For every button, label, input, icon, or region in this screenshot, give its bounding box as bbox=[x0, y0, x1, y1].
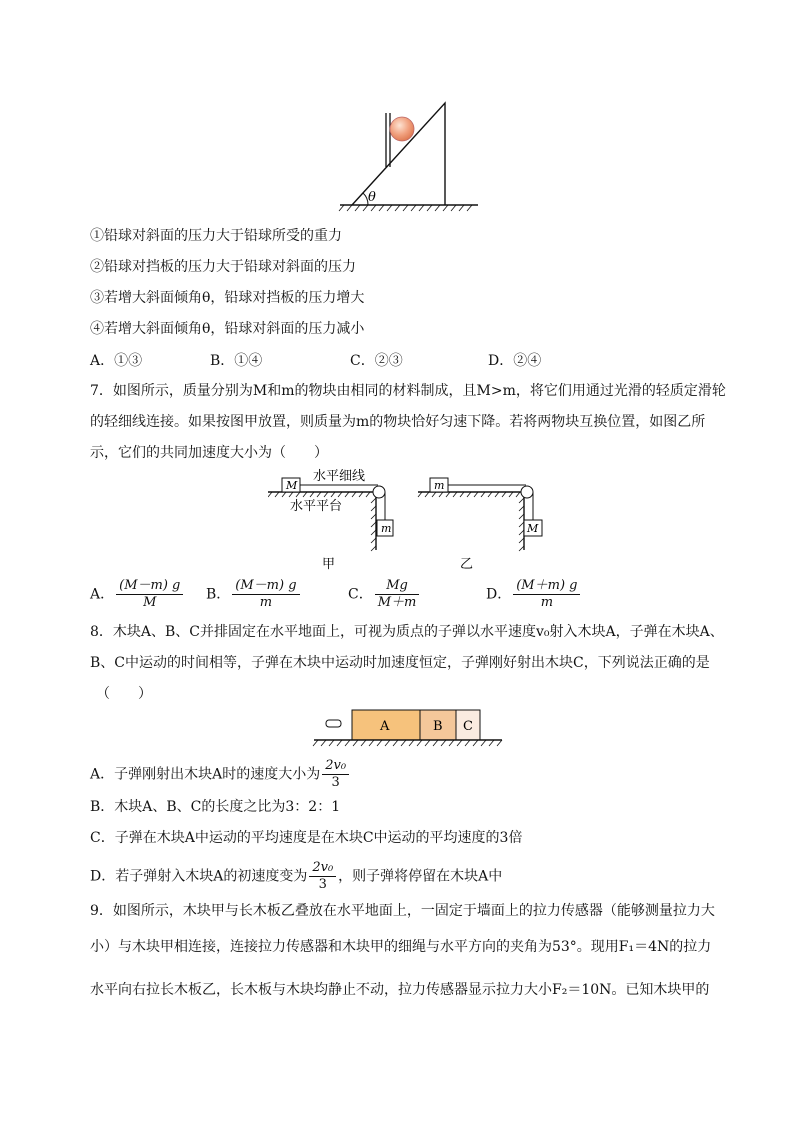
q8-option-c[interactable]: C．子弹在木块A中运动的平均速度是在木块C中运动的平均速度的3倍 bbox=[90, 830, 523, 846]
baffle bbox=[386, 113, 390, 167]
q6-statement-2: ②铅球对挡板的压力大于铅球对斜面的压力 bbox=[90, 259, 356, 275]
q7-option-c[interactable] bbox=[348, 578, 421, 611]
q7-option-b-fraction bbox=[232, 578, 299, 611]
yi-block-M-label: M bbox=[527, 522, 539, 535]
q7-option-d-den: m bbox=[540, 595, 554, 610]
block-a-label: A bbox=[380, 719, 390, 734]
q8-text-line-3: （ ） bbox=[96, 686, 152, 702]
q8-option-a[interactable] bbox=[90, 758, 351, 791]
q8-option-d-den: 3 bbox=[318, 877, 327, 892]
q7-option-a-num: (M－m) g bbox=[116, 578, 183, 595]
yi-block-m-label: m bbox=[434, 479, 445, 492]
q6-option-c[interactable]: C．②③ bbox=[350, 353, 403, 369]
pulley-figure bbox=[268, 468, 558, 576]
q8-option-a-num: 2v₀ bbox=[322, 758, 349, 775]
q8-option-a-den: 3 bbox=[331, 775, 340, 790]
q7-option-c-den: M＋m bbox=[377, 595, 417, 610]
lead-ball bbox=[390, 117, 414, 141]
q7-option-d-fraction bbox=[513, 578, 580, 611]
q7-option-a-den: M bbox=[143, 595, 157, 610]
q8-option-a-fraction bbox=[322, 758, 349, 791]
q7-option-b-num: (M－m) g bbox=[232, 578, 299, 595]
q7-text-line-3: 示，它们的共同加速度大小为（ ） bbox=[90, 445, 328, 461]
q7-option-d-num: (M＋m) g bbox=[513, 578, 580, 595]
q8-text-line-1: 8．木块A、B、C并排固定在水平地面上，可视为质点的子弹以水平速度v₀射入木块A，子弹在木块A、 bbox=[90, 624, 724, 640]
q7-text-line-2: 的轻细线连接。如果按图甲放置，则质量为m的物块恰好匀速下降。若将两物块互换位置，如图乙所 bbox=[90, 414, 706, 430]
q7-option-d-letter: D． bbox=[486, 586, 512, 603]
q7-option-a-fraction bbox=[116, 578, 183, 611]
q8-option-d-num: 2v₀ bbox=[309, 860, 336, 877]
q8-option-d-text: D．若子弹射入木块A的初速度变为 bbox=[90, 868, 308, 885]
caption-yi: 乙 bbox=[460, 557, 474, 572]
caption-jia: 甲 bbox=[322, 557, 336, 572]
q6-statement-1: ①铅球对斜面的压力大于铅球所受的重力 bbox=[90, 228, 342, 244]
q6-option-b[interactable]: B．①④ bbox=[210, 353, 263, 369]
q6-option-d[interactable]: D．②④ bbox=[488, 353, 542, 369]
q7-option-c-fraction bbox=[375, 578, 420, 611]
wood-blocks-figure bbox=[312, 708, 506, 750]
figure-jia bbox=[268, 468, 393, 572]
q8-text-line-2: B、C中运动的时间相等，子弹在木块中运动时加速度恒定，子弹刚好射出木块C，下列说法正确的是 bbox=[90, 655, 710, 671]
label-horizontal-string: 水平细线 bbox=[313, 469, 366, 484]
q8-option-a-text: A．子弹刚射出木块A时的速度大小为 bbox=[90, 766, 321, 783]
jia-block-m-label: m bbox=[381, 522, 392, 535]
q7-option-b-den: m bbox=[259, 595, 273, 610]
q7-option-a[interactable] bbox=[90, 578, 185, 611]
bullet bbox=[326, 720, 341, 727]
q8-option-b[interactable]: B．木块A、B、C的长度之比为3：2：1 bbox=[90, 799, 341, 815]
angle-theta: θ bbox=[368, 190, 376, 205]
q8-option-d-tail: ，则子弹将停留在木块A中 bbox=[338, 868, 503, 885]
q6-option-a[interactable]: A．①③ bbox=[90, 353, 143, 369]
q7-option-d[interactable] bbox=[486, 578, 582, 611]
q7-option-a-letter: A． bbox=[90, 586, 115, 603]
q7-option-c-letter: C． bbox=[348, 586, 373, 603]
ground-hatch bbox=[339, 205, 478, 211]
jia-pulley bbox=[373, 486, 385, 498]
label-horizontal-platform: 水平平台 bbox=[290, 499, 343, 514]
incline-ball-figure bbox=[330, 95, 490, 215]
q9-text-line-2: 小）与木块甲相连接，连接拉力传感器和木块甲的细绳与水平方向的夹角为53°。现用F₁＝4N的拉力 bbox=[90, 939, 712, 955]
q9-text-line-1: 9．如图所示，木块甲与长木板乙叠放在水平地面上，一固定于墙面上的拉力传感器（能够测量拉力大 bbox=[90, 903, 715, 919]
block-b-label: B bbox=[433, 719, 443, 734]
block-c-label: C bbox=[463, 719, 473, 734]
q7-option-b-letter: B． bbox=[206, 586, 231, 603]
q8-option-d-fraction bbox=[309, 860, 336, 893]
jia-block-M-label: M bbox=[286, 479, 298, 492]
q7-option-b[interactable] bbox=[206, 578, 302, 611]
q7-option-c-num: Mg bbox=[375, 578, 420, 595]
figure-yi bbox=[418, 478, 542, 572]
q6-statement-3: ③若增大斜面倾角θ，铅球对挡板的压力增大 bbox=[90, 290, 365, 306]
q7-text-line-1: 7．如图所示，质量分别为M和m的物块由相同的材料制成，且M>m，将它们用通过光滑的轻质定滑轮 bbox=[90, 383, 726, 399]
q6-statement-4: ④若增大斜面倾角θ，铅球对斜面的压力减小 bbox=[90, 321, 365, 337]
q8-option-d[interactable] bbox=[90, 860, 502, 893]
yi-pulley bbox=[521, 486, 533, 498]
q9-text-line-3: 水平向右拉长木板乙，长木板与木块均静止不动，拉力传感器显示拉力大小F₂＝10N。已知木块甲的 bbox=[90, 982, 710, 998]
